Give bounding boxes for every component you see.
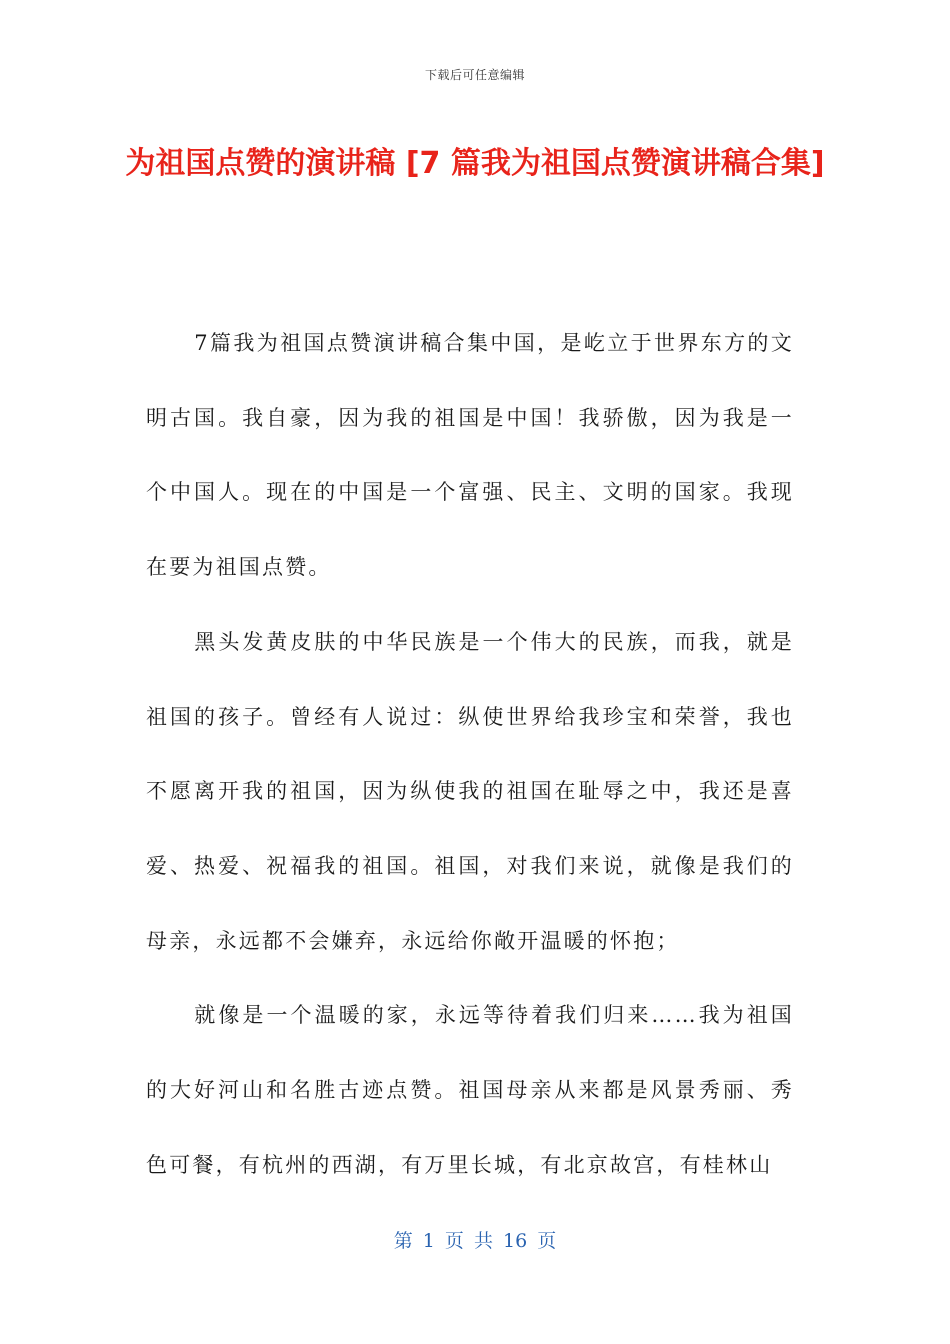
paragraph-1: 7篇我为祖国点赞演讲稿合集中国，是屹立于世界东方的文明古国。我自豪，因为我的祖国是中国！我骄傲，因为我是一个中国人。现在的中国是一个富强、民主、文明的国家。我现在要为祖国点赞。: [146, 331, 794, 580]
page-label-middle: 页 共: [444, 1230, 493, 1252]
page-label-prefix: 第: [393, 1230, 413, 1252]
page-label-suffix: 页: [537, 1230, 557, 1252]
total-pages-number: 16: [503, 1230, 528, 1252]
document-body: [146, 306, 794, 1202]
header-note: 下载后可任意编辑: [424, 68, 525, 82]
paragraph-3: 就像是一个温暖的家，永远等待着我们归来……我为祖国的大好河山和名胜古迹点赞。祖国母亲从来都是风景秀丽、秀色可餐，有杭州的西湖，有万里长城，有北京故宫，有桂林山: [146, 1003, 794, 1177]
current-page-number: 1: [422, 1230, 435, 1252]
page-footer: [0, 1226, 950, 1253]
document-title: 为祖国点赞的演讲稿 [7 篇我为祖国点赞演讲稿合集]: [125, 146, 825, 181]
paragraph-2: 黑头发黄皮肤的中华民族是一个伟大的民族，而我，就是祖国的孩子。曾经有人说过：纵使世界给我珍宝和荣誉，我也不愿离开我的祖国，因为纵使我的祖国在耻辱之中，我还是喜爱、热爱、祝福我的祖国。祖国，对我们来说，就像是我们的母亲，永远都不会嫌弃，永远给你敞开温暖的怀抱；: [146, 629, 794, 953]
